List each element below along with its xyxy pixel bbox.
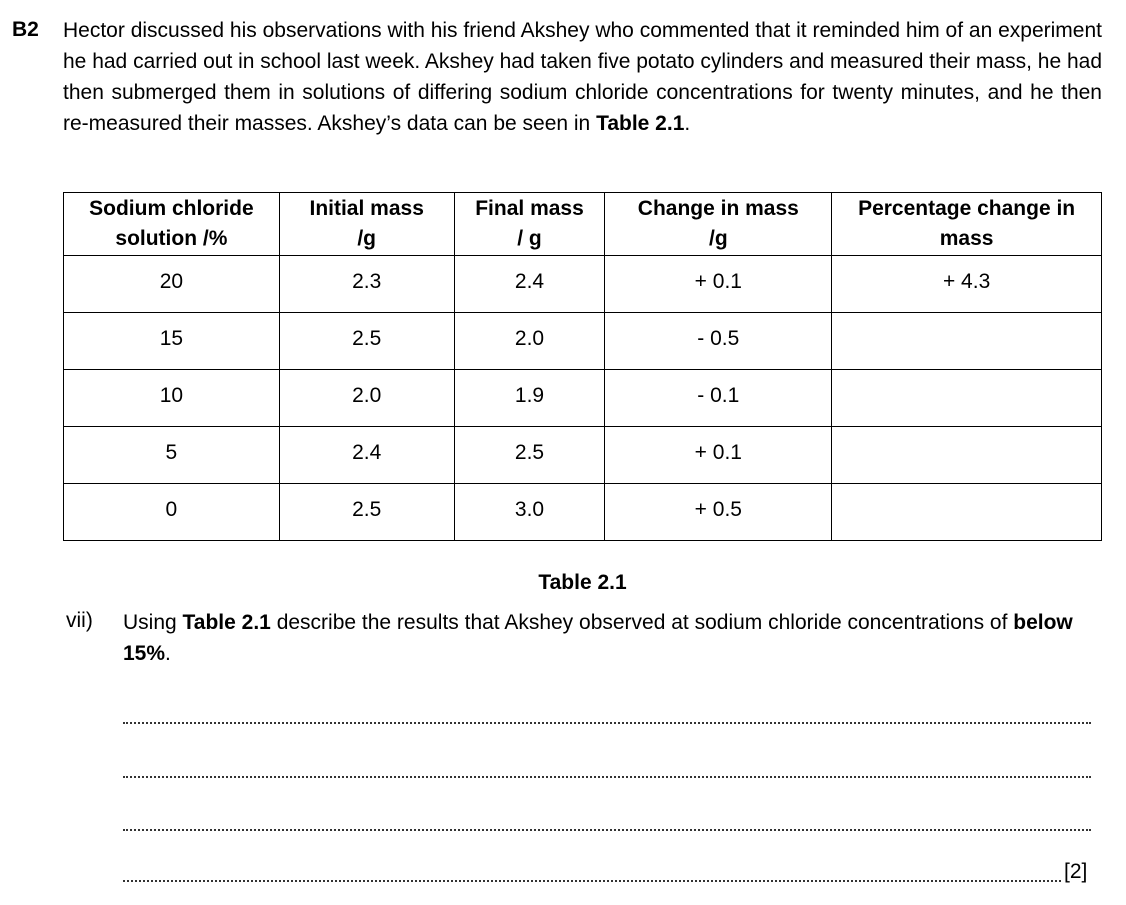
table-cell: + 0.1 — [605, 427, 832, 484]
answer-line[interactable] — [123, 722, 1091, 724]
answer-cell[interactable] — [832, 313, 1102, 370]
table-row — [64, 484, 1102, 541]
table-header-row — [64, 193, 1102, 256]
header-label: Percentage change in mass — [858, 197, 1076, 250]
subq-part: describe the results that Akshey observed at sodium chloride concentrations of — [270, 611, 1014, 634]
header-label: Final mass / g — [475, 197, 584, 250]
header-label: Change in mass /g — [637, 197, 799, 250]
table-cell: 5 — [64, 427, 280, 484]
answer-line[interactable] — [123, 880, 1061, 882]
question-intro — [63, 15, 1102, 139]
table-cell: 2.4 — [454, 256, 605, 313]
table-cell: 2.0 — [454, 313, 605, 370]
table-cell: 2.5 — [454, 427, 605, 484]
table-cell: 2.5 — [279, 313, 454, 370]
results-table — [63, 192, 1102, 541]
table-cell: 2.0 — [279, 370, 454, 427]
table-cell: + 0.5 — [605, 484, 832, 541]
table-cell: 15 — [64, 313, 280, 370]
header-percentage-change — [832, 193, 1102, 256]
table-cell: 2.4 — [279, 427, 454, 484]
table-cell: 2.3 — [279, 256, 454, 313]
table-cell: 3.0 — [454, 484, 605, 541]
table-cell: - 0.5 — [605, 313, 832, 370]
table-cell: 2.5 — [279, 484, 454, 541]
header-label: Initial mass /g — [309, 197, 424, 250]
intro-text: Hector discussed his observations with his friend Akshey who commented that it reminded him of an experiment he had carried out in school last week. Akshey had taken five potato cylinders and measured their mass, he had then submerged them in solutions of differing sodium chloride concentrations for twenty minutes, and he then re-measured their masses. Akshey’s data can be seen in — [63, 19, 1102, 135]
header-concentration — [64, 193, 280, 256]
header-label: Sodium chloride solution /% — [89, 197, 254, 250]
intro-end: . — [684, 112, 691, 135]
table-cell: 20 — [64, 256, 280, 313]
subq-emphasis: below 15% — [123, 611, 1073, 665]
subquestion-number: vii) — [66, 609, 93, 632]
subquestion-text — [123, 607, 1103, 669]
table-row — [64, 256, 1102, 313]
answer-cell[interactable] — [832, 370, 1102, 427]
table-cell: 10 — [64, 370, 280, 427]
question-number: B2 — [12, 18, 39, 41]
answer-cell[interactable] — [832, 427, 1102, 484]
header-final-mass — [454, 193, 605, 256]
subq-table-ref: Table 2.1 — [182, 611, 271, 634]
answer-cell[interactable] — [832, 484, 1102, 541]
table-row — [64, 370, 1102, 427]
marks-label: [2] — [1064, 860, 1088, 883]
table-row — [64, 313, 1102, 370]
header-change-in-mass — [605, 193, 832, 256]
table-cell: - 0.1 — [605, 370, 832, 427]
subq-part: Using — [123, 611, 183, 634]
table-cell: 1.9 — [454, 370, 605, 427]
header-initial-mass — [279, 193, 454, 256]
table-row — [64, 427, 1102, 484]
table-cell: + 0.1 — [605, 256, 832, 313]
table-cell: 0 — [64, 484, 280, 541]
subq-part: . — [165, 642, 171, 665]
table-caption: Table 2.1 — [538, 571, 627, 594]
intro-table-ref: Table 2.1 — [596, 112, 685, 135]
table-cell: + 4.3 — [832, 256, 1102, 313]
answer-line[interactable] — [123, 776, 1091, 778]
answer-line[interactable] — [123, 829, 1091, 831]
